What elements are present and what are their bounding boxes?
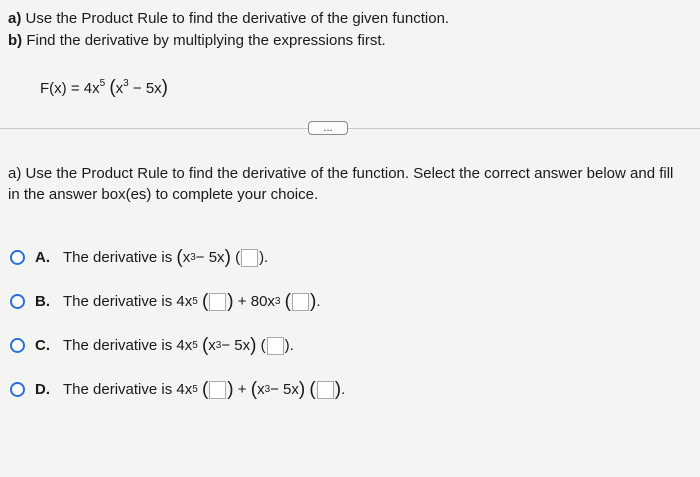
function-expression [40,78,168,97]
instructions [8,8,449,52]
paren: ). [259,249,269,266]
choice-c-prefix: The derivative is 4x [63,337,193,354]
paren: ( [235,249,241,266]
answer-box-b2[interactable] [292,293,309,311]
period: . [341,381,346,398]
answer-box-a[interactable] [241,249,258,267]
paren: ) [224,247,231,268]
choice-a-letter: A. [35,249,50,266]
radio-a[interactable] [10,250,25,265]
paren: ( [201,291,209,312]
paren: ) [227,379,234,400]
question-prompt [8,163,688,205]
exponent: 3 [264,384,271,395]
function-lhs: F(x) = 4x [40,80,100,97]
paren: ( [309,379,316,400]
paren: ( [176,247,183,268]
choice-c[interactable] [10,336,294,355]
choice-b-letter: B. [35,293,50,310]
close-paren: ) [161,77,168,98]
paren: ) [227,291,234,312]
choice-b-mid: + 80x [237,293,275,310]
instruction-a-label: a) [8,10,22,27]
choice-d-mid: + [237,381,247,398]
choice-a-prefix: The derivative is [63,249,173,266]
inner-rest: − 5x [221,337,251,354]
instruction-a [8,8,449,30]
paren: ). [284,337,294,354]
exponent: 3 [274,296,281,307]
inner-base: x [257,381,265,398]
function-exponent-5: 5 [99,78,106,89]
open-paren: ( [109,77,116,98]
choice-c-letter: C. [35,337,50,354]
paren: ( [284,291,291,312]
paren: ) [250,335,257,356]
paren: ) [309,291,317,312]
choice-d[interactable] [10,380,345,399]
choice-a[interactable] [10,248,268,267]
answer-box-d1[interactable] [209,381,226,399]
question-label: a) [8,165,22,182]
instruction-b-text: Find the derivative by multiplying the expressions first. [26,32,386,49]
show-more-button[interactable]: ... [308,121,348,135]
radio-c[interactable] [10,338,25,353]
paren: ( [260,337,266,354]
paren: ) [298,379,306,400]
radio-d[interactable] [10,382,25,397]
inner-base: x [182,249,191,266]
paren: ( [201,335,209,356]
exponent: 3 [215,340,222,351]
section-divider [0,128,700,129]
paren: ) [334,379,342,400]
period: . [316,293,321,310]
inner-rest: − 5x [270,381,299,398]
choice-b[interactable] [10,292,320,311]
answer-box-b1[interactable] [209,293,226,311]
function-inner-base: x [115,80,124,97]
instruction-a-text: Use the Product Rule to find the derivative of the given function. [25,10,450,27]
exponent: 5 [192,340,198,351]
inner-base: x [208,337,216,354]
choice-d-letter: D. [35,381,50,398]
answer-box-d2[interactable] [317,381,334,399]
paren: ( [250,379,258,400]
choice-b-prefix: The derivative is 4x [63,293,193,310]
instruction-b [8,30,449,52]
question-text: Use the Product Rule to find the derivative of the function. Select the correct answer below and fill in the answer box(es) to complete your choice. [8,165,674,203]
radio-b[interactable] [10,294,25,309]
answer-box-c[interactable] [267,337,284,355]
instruction-b-label: b) [8,32,23,49]
exponent: 5 [192,296,198,307]
paren: ( [201,379,209,400]
exponent: 3 [190,252,196,263]
inner-rest: − 5x [195,249,225,266]
exponent: 5 [192,384,198,395]
function-inner-rest: − 5x [128,80,162,97]
choice-d-prefix: The derivative is 4x [63,381,193,398]
function-exponent-3: 3 [123,78,129,89]
